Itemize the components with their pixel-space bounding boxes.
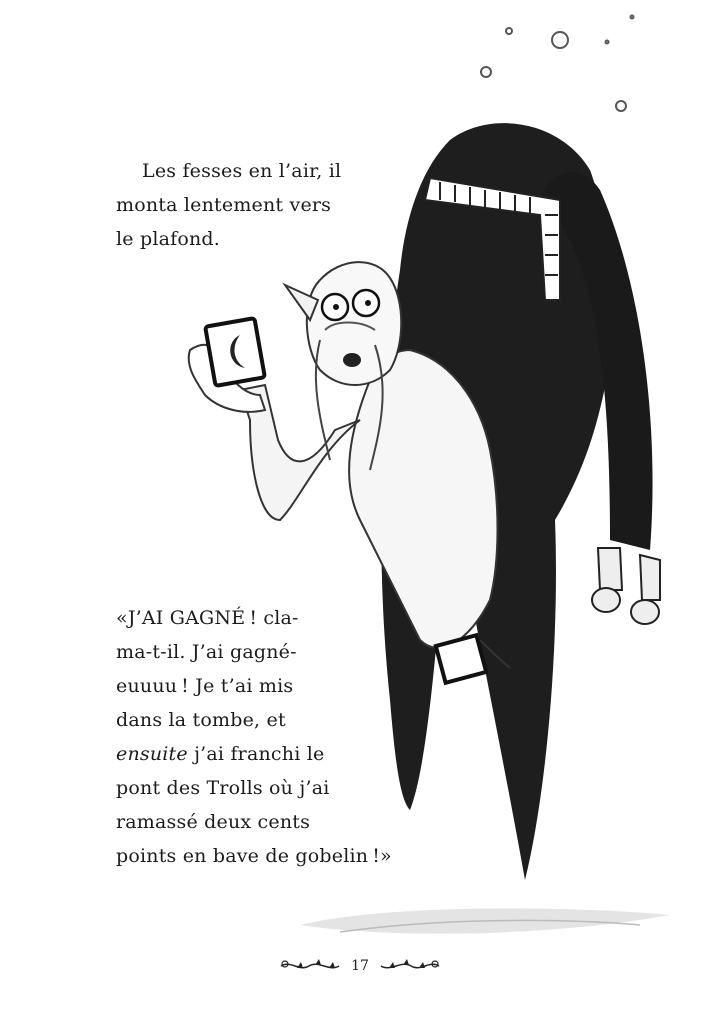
text-line: Les fesses en l’air, il [142, 160, 342, 182]
page-footer [270, 952, 450, 980]
right-floral-ornament-icon [379, 956, 441, 976]
text-line: ramassé deux cents [116, 811, 311, 833]
text-line: dans la tombe, et [116, 709, 286, 731]
text-line: euuuu ! Je t’ai mis [116, 675, 294, 697]
slippers [592, 548, 660, 624]
moon-card-icon [205, 318, 265, 386]
text-line-emphasis [116, 737, 392, 771]
text-line: pont des Trolls où j’ai [116, 777, 330, 799]
bubbles [481, 16, 634, 112]
text-line: «J’AI GAGNÉ ! cla- [116, 607, 299, 629]
text-line: le plafond. [116, 228, 221, 250]
text-line: ma-t-il. J’ai gagné- [116, 641, 297, 663]
text-line-rest: j’ai franchi le [194, 743, 325, 765]
text-line: points en bave de gobelin !» [116, 845, 392, 867]
page-number: 17 [351, 958, 369, 974]
paragraph-1 [116, 154, 341, 256]
emphasis-word: ensuite [116, 743, 188, 765]
paragraph-2 [116, 601, 392, 873]
left-floral-ornament-icon [279, 956, 341, 976]
text-line: monta lentement vers [116, 194, 332, 216]
